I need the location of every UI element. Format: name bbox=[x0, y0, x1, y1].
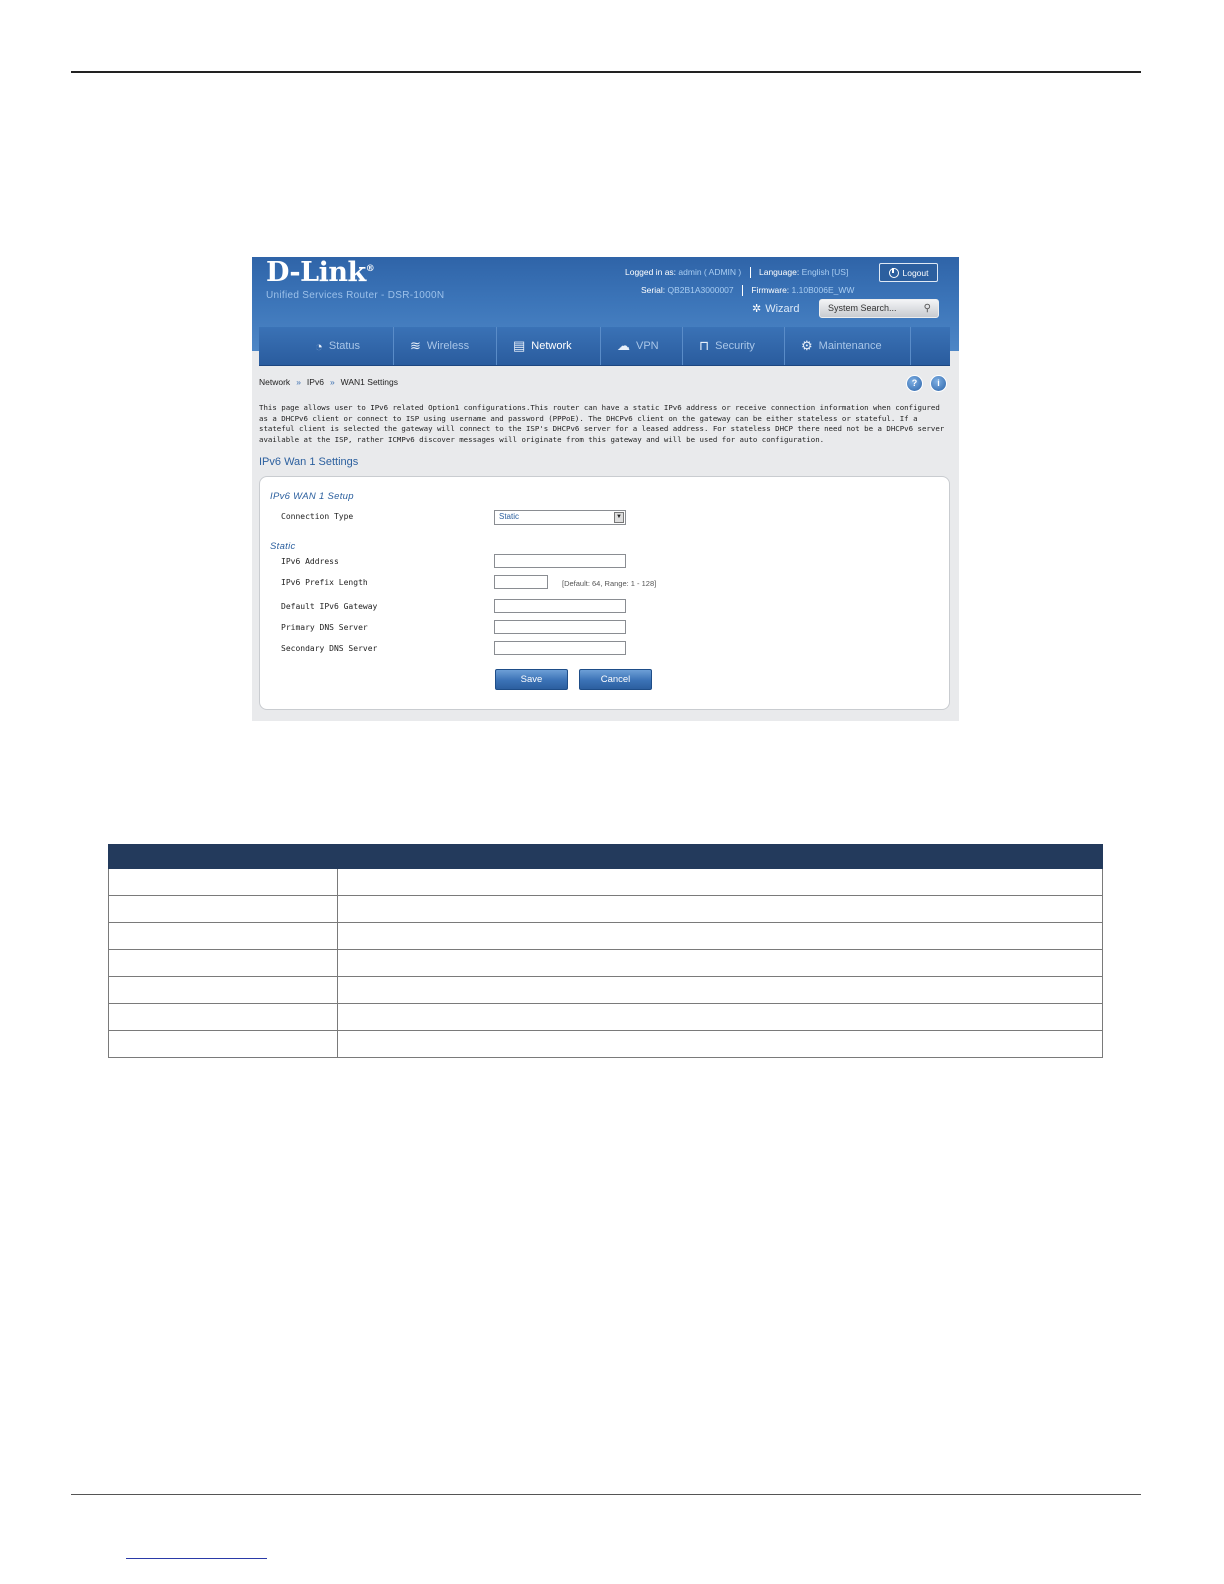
breadcrumb: Network » IPv6 » WAN1 Settings bbox=[259, 377, 398, 387]
footer-link-underline[interactable] bbox=[126, 1558, 267, 1559]
search-icon: ⚲ bbox=[923, 303, 931, 314]
primary-dns-label: Primary DNS Server bbox=[281, 623, 368, 632]
lock-icon: ⊓ bbox=[699, 338, 710, 353]
chevron-down-icon: ▼ bbox=[614, 512, 624, 523]
info-icon[interactable]: i bbox=[930, 375, 947, 392]
logout-button[interactable]: Logout bbox=[879, 263, 938, 282]
nav-vpn[interactable]: ☁ VPN bbox=[601, 327, 683, 365]
cancel-button[interactable]: Cancel bbox=[579, 669, 652, 690]
login-info: Logged in as: admin ( ADMIN ) Language: English [US] bbox=[625, 267, 849, 277]
breadcrumb-wan1: WAN1 Settings bbox=[340, 377, 398, 387]
system-search-input[interactable]: System Search... ⚲ bbox=[819, 299, 939, 318]
primary-dns-input[interactable] bbox=[494, 620, 626, 634]
gear-icon: ⚙ bbox=[801, 338, 813, 353]
prefix-length-hint: [Default: 64, Range: 1 - 128] bbox=[562, 579, 657, 588]
save-button[interactable]: Save bbox=[495, 669, 568, 690]
table-row bbox=[109, 950, 1103, 977]
nav-security[interactable]: ⊓ Security bbox=[683, 327, 785, 365]
table-header-row bbox=[109, 845, 1103, 869]
cloud-icon: ☁ bbox=[617, 338, 630, 353]
device-info: Serial: QB2B1A3000007 Firmware: 1.10B006E_WW bbox=[641, 285, 855, 295]
wand-icon: ✲ bbox=[752, 303, 762, 315]
top-rule bbox=[71, 71, 1141, 73]
table-header-cell bbox=[109, 845, 338, 869]
table-row bbox=[109, 977, 1103, 1004]
table-row bbox=[109, 1031, 1103, 1058]
settings-panel bbox=[259, 476, 950, 710]
nav-wireless[interactable]: ≋ Wireless bbox=[394, 327, 497, 365]
nav-network[interactable]: ▤ Network bbox=[497, 327, 601, 365]
section-title: IPv6 Wan 1 Settings bbox=[259, 456, 359, 468]
secondary-dns-input[interactable] bbox=[494, 641, 626, 655]
table-row bbox=[109, 869, 1103, 896]
help-icon[interactable]: ? bbox=[906, 375, 923, 392]
gateway-label: Default IPv6 Gateway bbox=[281, 602, 378, 611]
main-nav bbox=[259, 327, 950, 366]
secondary-dns-label: Secondary DNS Server bbox=[281, 644, 378, 653]
network-icon: ▤ bbox=[513, 338, 526, 353]
breadcrumb-ipv6[interactable]: IPv6 bbox=[306, 377, 324, 387]
dlink-logo: D-Link® bbox=[266, 257, 375, 288]
bottom-rule bbox=[71, 1494, 1141, 1495]
router-screenshot bbox=[252, 257, 959, 721]
prefix-length-label: IPv6 Prefix Length bbox=[281, 578, 368, 587]
ipv6-address-input[interactable] bbox=[494, 554, 626, 568]
wizard-link[interactable]: ✲ Wizard bbox=[752, 303, 800, 315]
breadcrumb-network[interactable]: Network bbox=[259, 377, 291, 387]
nav-status[interactable]: ◔ Status bbox=[299, 327, 394, 365]
connection-type-select[interactable]: Static ▼ bbox=[494, 510, 626, 525]
gauge-icon: ◔ bbox=[315, 338, 323, 354]
table-row bbox=[109, 1004, 1103, 1031]
wifi-icon: ≋ bbox=[410, 338, 421, 353]
table-header-cell bbox=[338, 845, 1103, 869]
ipv6-address-label: IPv6 Address bbox=[281, 557, 339, 566]
table-row bbox=[109, 923, 1103, 950]
power-icon bbox=[889, 268, 899, 278]
table-row bbox=[109, 896, 1103, 923]
prefix-length-input[interactable] bbox=[494, 575, 548, 589]
gateway-input[interactable] bbox=[494, 599, 626, 613]
static-group-title: Static bbox=[270, 541, 296, 552]
setup-group-title: IPv6 WAN 1 Setup bbox=[270, 491, 354, 502]
language-link[interactable]: English [US] bbox=[801, 267, 849, 277]
page-description: This page allows user to IPv6 related Option1 configurations.This router can have a static IPv6 address or receive connection information when configured as a DHCPv6 client or connect to ISP using username and password (PPPoE). The DHCPv6 client on the gateway can be either stateless or stateful. If a stateful client is selected the gateway will connect to the ISP's DHCPv6 server for a leased address. For stateless DHCP there need not be a DHCPv6 server available at the ISP, rather ICMPv6 discover messages will originate from this gateway and will be used for auto configuration. bbox=[259, 403, 945, 444]
connection-type-label: Connection Type bbox=[281, 512, 354, 521]
nav-maintenance[interactable]: ⚙ Maintenance bbox=[785, 327, 911, 365]
product-name: Unified Services Router - DSR-1000N bbox=[266, 290, 445, 301]
settings-table bbox=[108, 844, 1103, 1058]
